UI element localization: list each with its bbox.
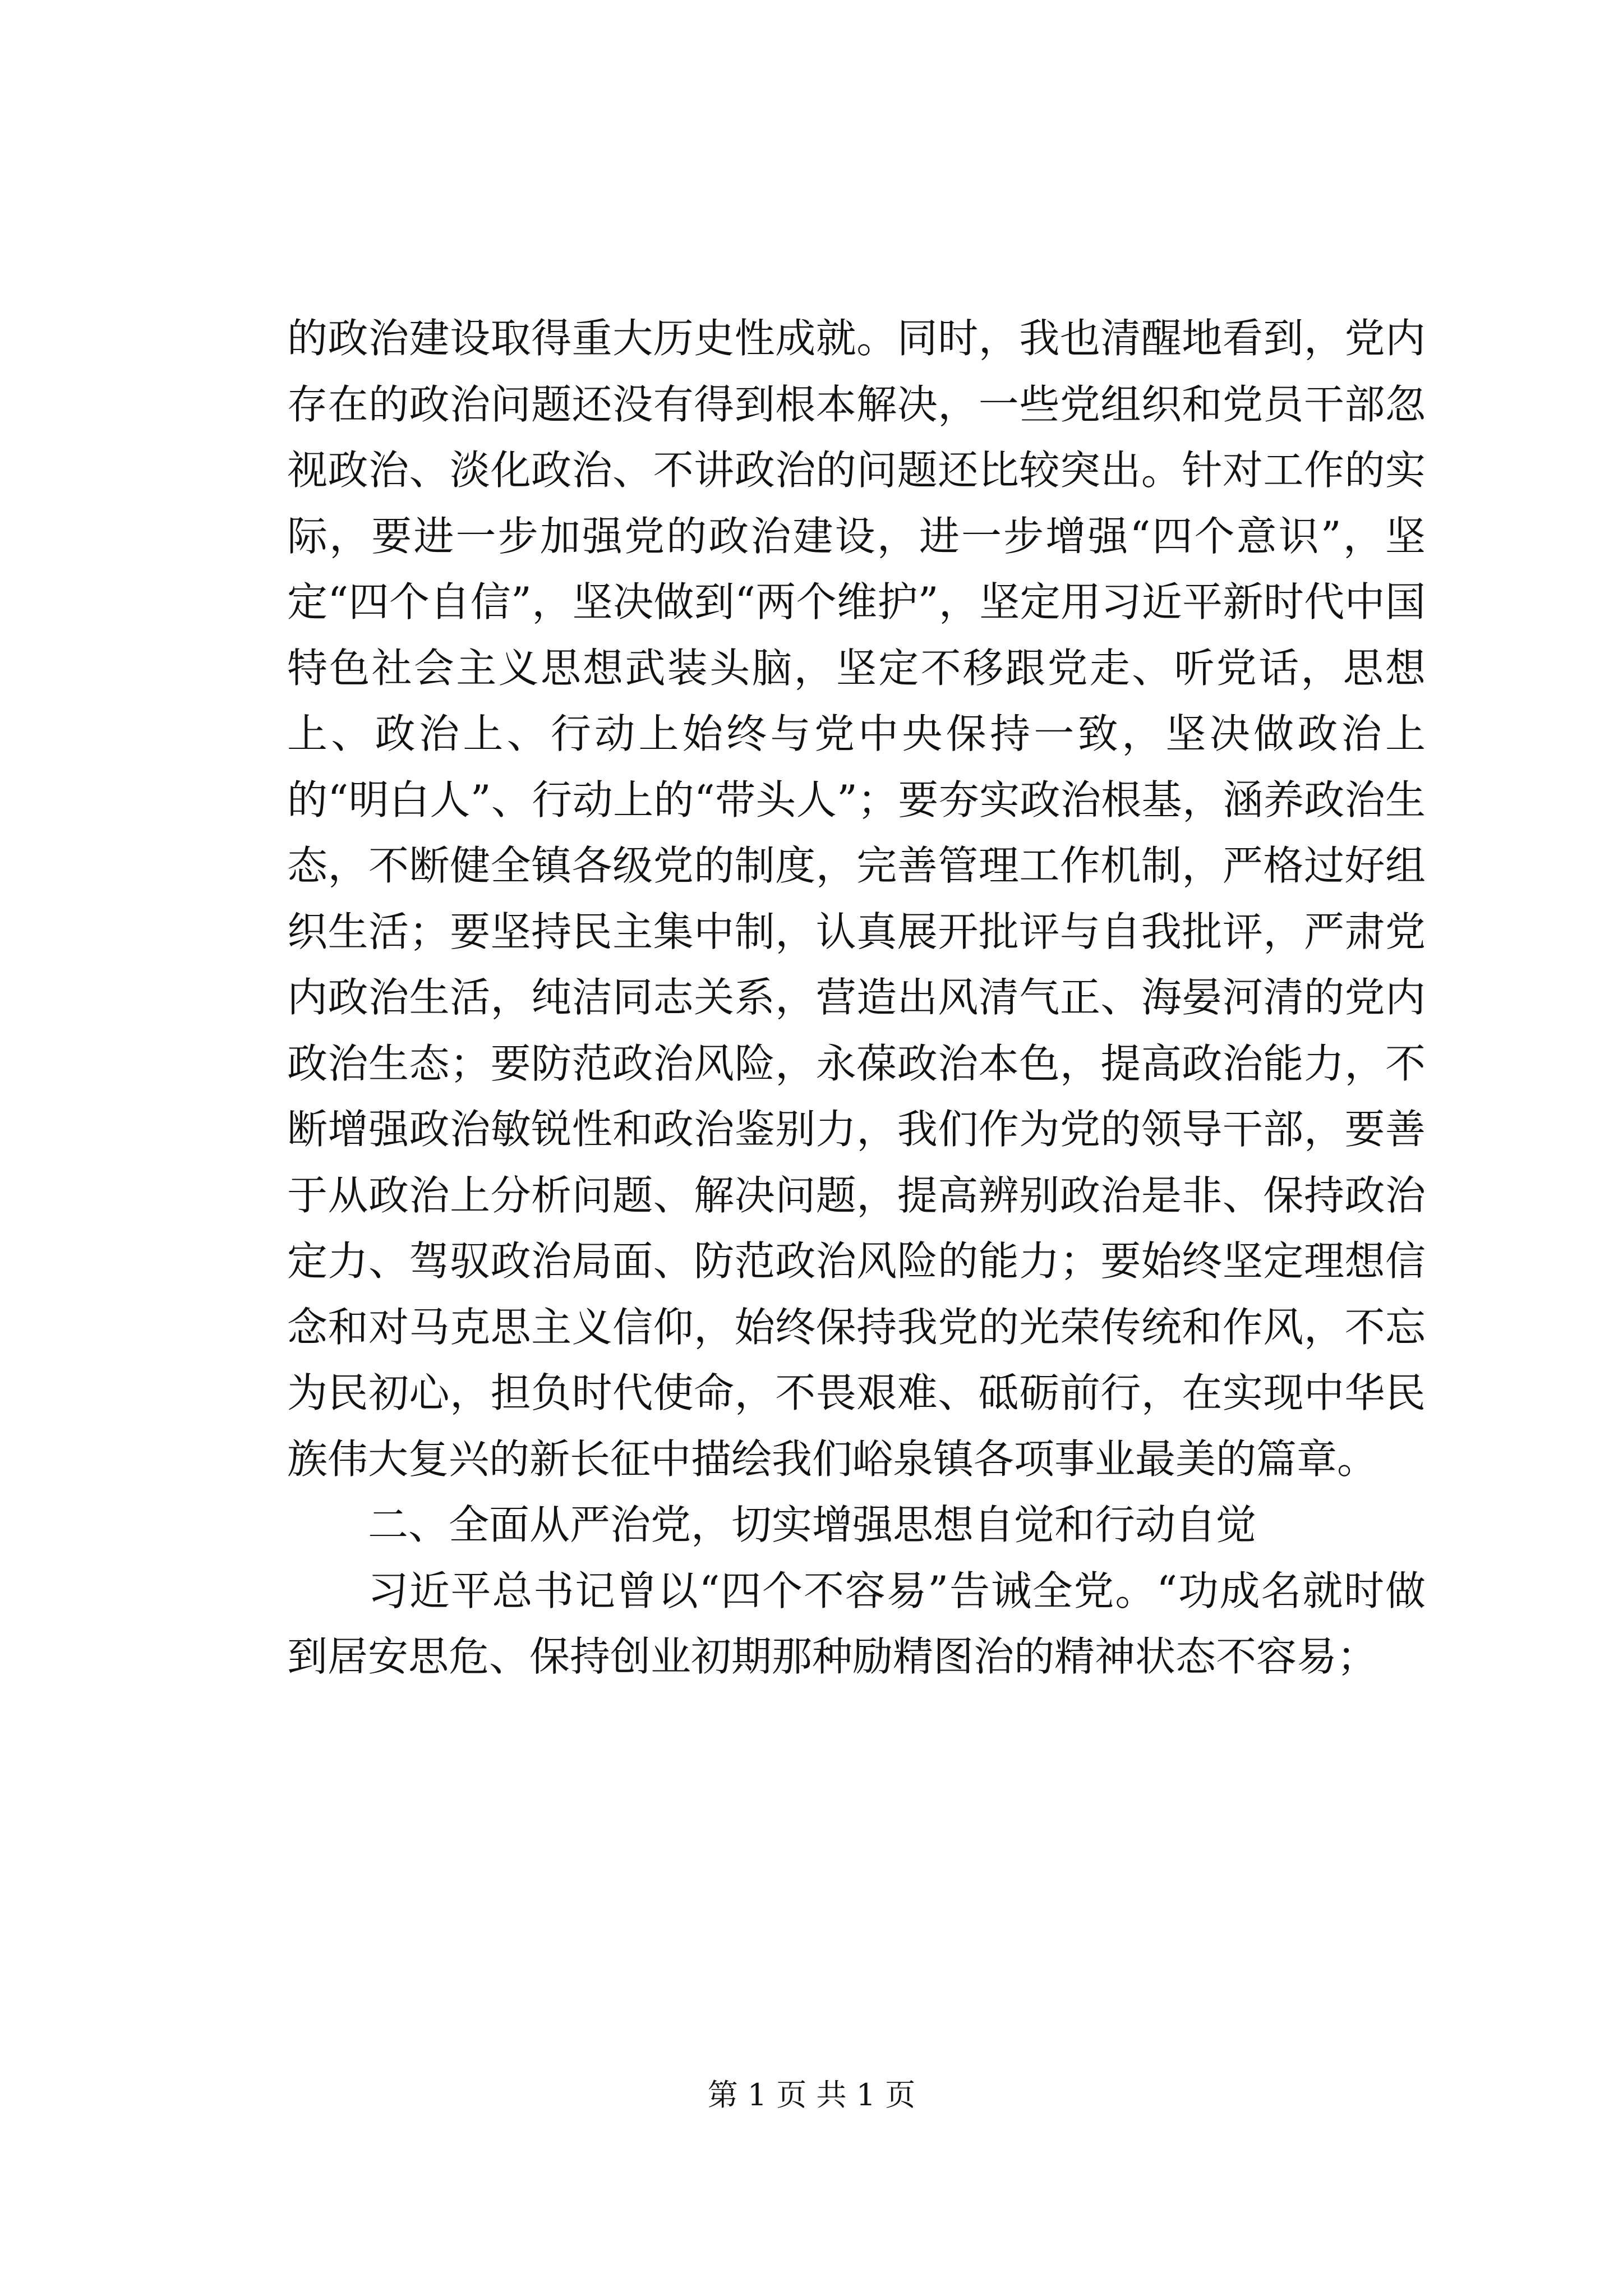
body-paragraph: 习近平总书记曾以“四个不容易”告诫全党。“功成名就时做到居安思危、保持创业初期那种励精图治的精神状态不容易； — [287, 1567, 1426, 1680]
page-footer: 第 1 页 共 1 页 — [707, 2077, 916, 2113]
document-body — [287, 306, 1426, 1690]
body-paragraph: 的政治建设取得重大历史性成就。同时，我也清醒地看到，党内存在的政治问题还没有得到根本解决，一些党组织和党员干部忽视政治、淡化政治、不讲政治的问题还比较突出。针对工作的实际，要进一步加强党的政治建设，进一步增强“四个意识”，坚定“四个自信”，坚决做到“两个维护”，坚定用习近平新时代中国特色社会主义思想武装头脑，坚定不移跟党走、听党话，思想上、政治上、行动上始终与党中央保持一致，坚决做政治上的“明白人”、行动上的“带头人”；要夯实政治根基，涵养政治生态，不断健全镇各级党的制度，完善管理工作机制，严格过好组织生活；要坚持民主集中制，认真展开批评与自我批评，严肃党内政治生活，纯洁同志关系，营造出风清气正、海晏河清的党内政治生态；要防范政治风险，永葆政治本色，提高政治能力，不断增强政治敏锐性和政治鉴别力，我们作为党的领导干部，要善于从政治上分析问题、解决问题，提高辨别政治是非、保持政治定力、驾驭政治局面、防范政治风险的能力；要始终坚定理想信念和对马克思主义信仰，始终保持我党的光荣传统和作风，不忘为民初心，担负时代使命，不畏艰难、砥砺前行，在实现中华民族伟大复兴的新长征中描绘我们峪泉镇各项事业最美的篇章。 — [287, 315, 1426, 1483]
section-heading: 二、全面从严治党，切实增强思想自觉和行动自觉 — [368, 1501, 1257, 1548]
